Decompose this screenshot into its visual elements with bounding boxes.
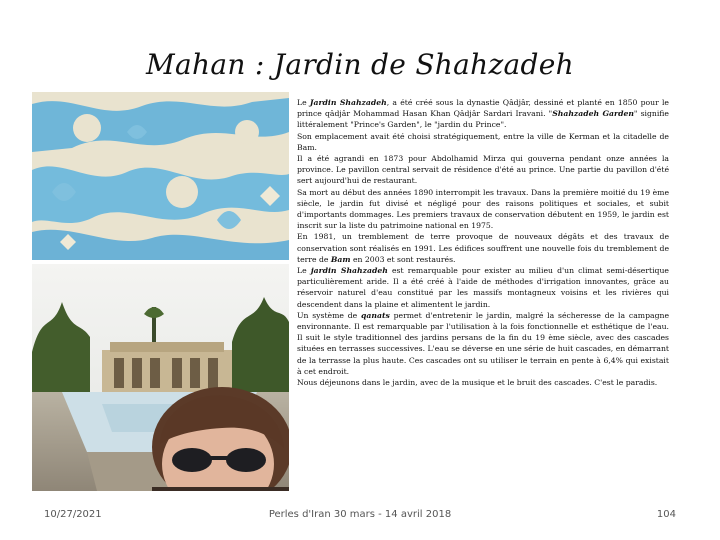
paragraph-text: Sa mort au début des années 1890 interrompit les travaux. Dans la première moitié du 19 ème siècle, le jardin fut divisé et négligé pour des raisons politiques et sociales, et subit d'importants dommages. Les premiers travaux de conservation débutent en 1959, le jardin est inscrit sur la liste du patrimoine national en 1975.	[297, 187, 669, 231]
article-paragraph	[297, 377, 669, 388]
emphasis-text: qanats	[361, 310, 390, 320]
article-paragraph	[297, 231, 669, 265]
tile-panel	[32, 92, 289, 260]
paragraph-text: Il a été agrandi en 1873 pour Abdolhamid Mirza qui gouverna pendant onze années la province. Le pavillon central servait de résidence d'été au prince. Une partie du pavillon d'été sert aujourd'hui de restaurant.	[297, 154, 669, 186]
article-body	[297, 97, 669, 388]
paragraph-text: Le	[297, 266, 311, 276]
emphasis	[311, 266, 388, 275]
emphasis	[331, 255, 351, 264]
article-paragraph	[297, 310, 669, 377]
emphasis-text: Bam	[330, 254, 351, 264]
paragraph-text: Nous déjeunons dans le jardin, avec de la musique et le bruit des cascades. C'est le paradis.	[297, 378, 658, 388]
paragraph-text: en 2003 et sont restaurés.	[350, 254, 456, 264]
article-paragraph	[297, 131, 669, 153]
paragraph-text: Son emplacement avait été choisi stratégiquement, entre la ville de Kerman et la citadelle de Bam.	[297, 131, 669, 152]
slide-title: Mahan : Jardin de Shahzadeh	[146, 48, 574, 81]
emphasis	[361, 311, 390, 320]
emphasis	[310, 98, 387, 107]
collage-photo	[32, 92, 289, 491]
article-paragraph	[297, 153, 669, 187]
paragraph-text: " signifie littéralement "Prince's Garden", le "jardin du Prince".	[297, 109, 669, 130]
article-paragraph	[297, 187, 669, 232]
footer-title: Perles d'Iran 30 mars - 14 avril 2018	[268, 509, 452, 520]
paragraph-text: , a été créé sous la dynastie Qâdjâr, dessiné et planté en 1850 pour le prince qâdjâr Mohammad Hasan Khan Qâdjâr Sardari Iravani. "	[297, 98, 669, 119]
paragraph-text: Un système de	[297, 310, 362, 320]
paragraph-text: Le	[297, 98, 310, 107]
emphasis-text: jardin Shahzadeh	[310, 266, 388, 276]
emphasis-text: Jardin Shahzadeh	[309, 98, 387, 107]
page-number: 104	[656, 509, 676, 520]
paragraph-text: permet d'entretenir le jardin, malgré la sécheresse de la campagne environnante. Il est remarquable par l'utilisation à la fois fonctionnelle et esthétique de l'eau. Il suit le style traditionnel des jardins persans de la fin du 19 ème siècle, avec des cascades situées en terrasses successives. L'eau se déverse en une série de huit cascades, en démarrant de la terrasse la plus haute. Ces cascades ont su utiliser le terrain en pente à 6,4% qui existait à cet endroit.	[297, 310, 669, 376]
emphasis-text: Shahzadeh Garden	[552, 109, 634, 119]
paragraph-text: En 1981, un tremblement de terre provoque de nouveaux dégâts et des travaux de conservation sont réalisés en 1991. Les édifices souffrent une nouvelle fois du tremblement de terre de	[297, 232, 669, 264]
paragraph-text: est remarquable pour exister au milieu d'un climat semi-désertique particulièrement aride. Il a été créé à l'aide de méthodes d'irrigation innovantes, grâce au réservoir naturel d'eau constitué par les massifs montagneux voisins et les rivières qui descendent dans la plaine et alimentent le jardin.	[297, 266, 669, 309]
footer-date: 10/27/2021	[44, 509, 102, 520]
article-paragraph	[297, 265, 669, 310]
article-paragraph	[297, 97, 669, 131]
emphasis	[552, 109, 634, 118]
